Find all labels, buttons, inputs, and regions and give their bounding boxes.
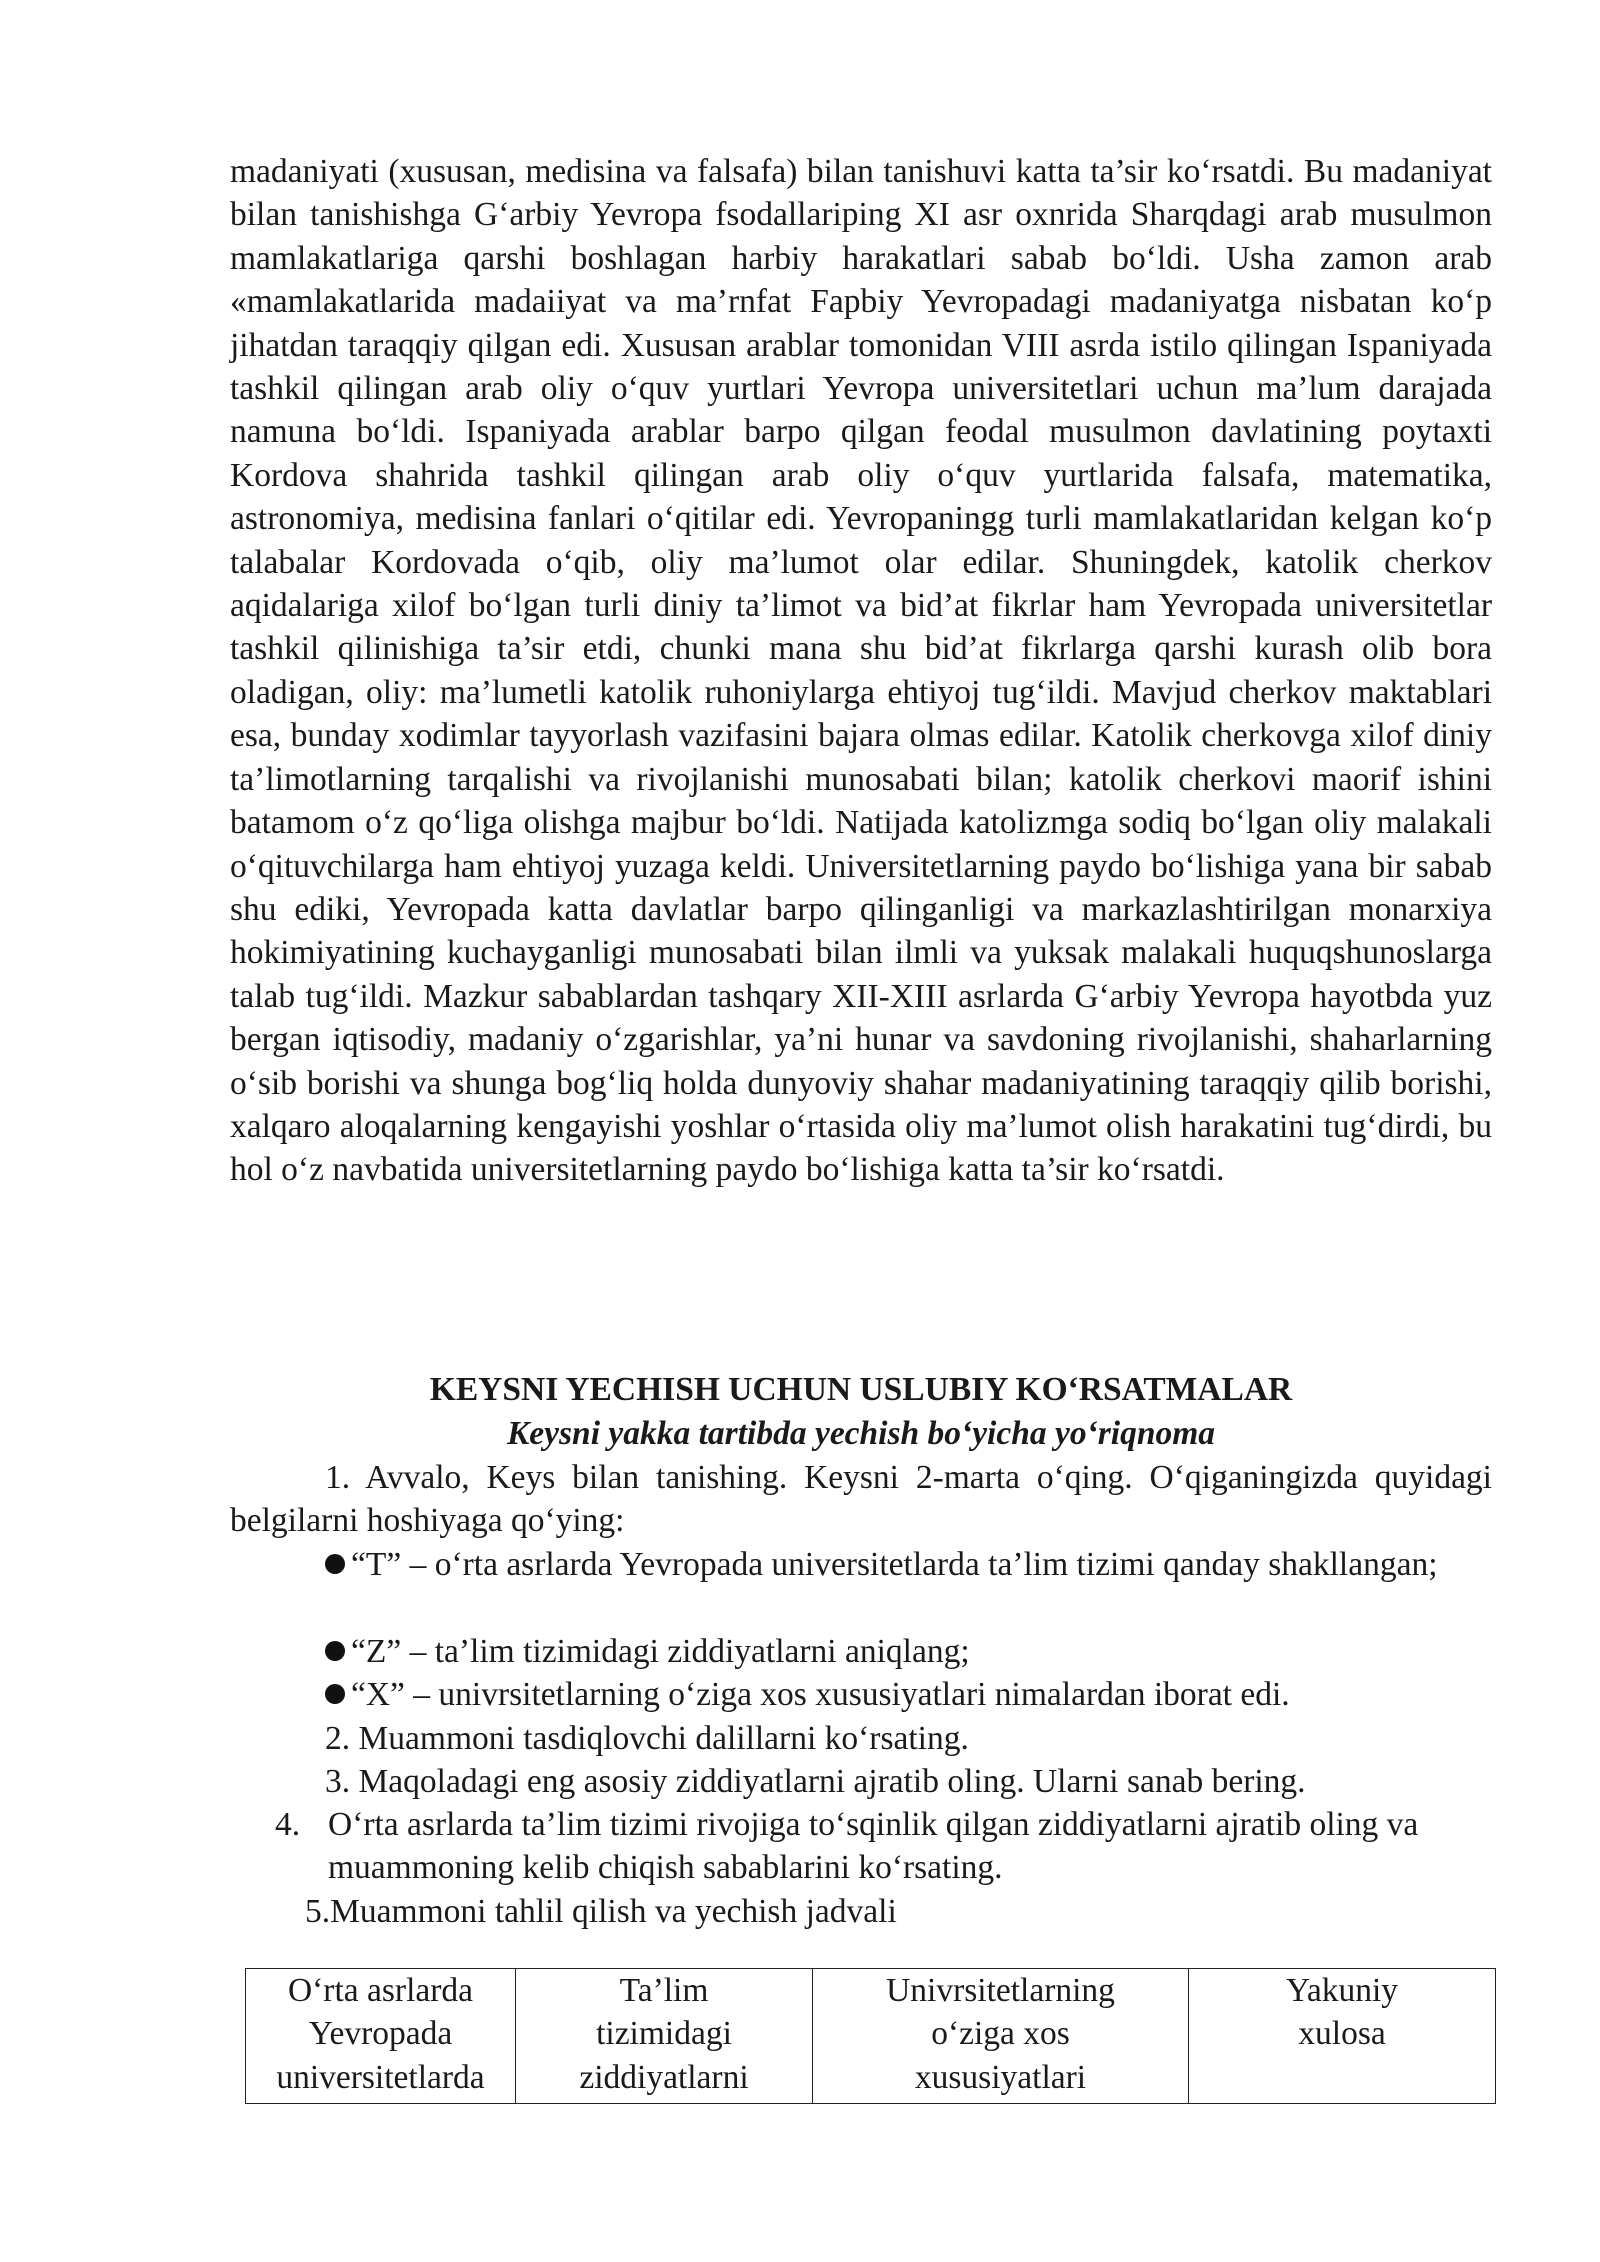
body-paragraph: madaniyati (xususan, medisina va falsafa) bilan tanishuvi katta ta’sir ko‘rsatdi. Bu madaniyat bilan tanishishga G‘arbiy Yevropa fsodallariping XI asr oxnrida Sharqdagi arab musulmon mamlakatlariga qarshi boshlagan harbiy harakatlari sabab bo‘ldi. Usha zamon arab «mamlakatlarida madaiiyat va ma’rnfat Fapbiy Yevropadagi madaniyatga nisbatan ko‘p jihatdan taraqqiy qilgan edi. Xususan arablar tomonidan VIII asrda istilo qilingan Ispaniyada tashkil qilingan arab oliy o‘quv yurtlari Yevropa universitetlari uchun ma’lum darajada namuna bo‘ldi. Ispaniyada arablar barpo qilgan feodal musulmon davlatining poytaxti Kordova shahrida tashkil qilingan arab oliy o‘quv yurtlarida falsafa, matematika, astronomiya, medisina fanlari o‘qitilar edi. Yevropaningg turli mamlakatlaridan kelgan ko‘p talabalar Kordovada o‘qib, oliy ma’lumot olar edilar. Shuningdek, katolik cherkov aqidalariga xilof bo‘lgan turli diniy ta’limot va bid’at fikrlar ham Yevropada universitetlar tashkil qilinishiga ta’sir etdi, chunki mana shu bid’at fikrlarga qarshi kurash olib bora oladigan, oliy: ma’lumetli katolik ruhoniylarga ehtiyoj tug‘ildi. Mavjud cherkov maktablari esa, bunday xodimlar tayyorlash vazifasini bajara olmas edilar. Katolik cherkovga xilof diniy ta’limotlarning tarqalishi va rivojlanishi munosabati bilan; katolik cherkovi maorif ishini batamom o‘z qo‘liga olishga majbur bo‘ldi. Natijada katolizmga sodiq bo‘lgan oliy malakali o‘qituvchilarga ham ehtiyoj yuzaga keldi. Universitetlarning paydo bo‘lishiga yana bir sabab shu ediki, Yevropada katta davlatlar barpo qilinganligi va markazlashtirilgan monarxiya hokimiyatining kuchayganligi munosabati bilan ilmli va yuksak malakali huquqshunoslarga talab tug‘ildi. Mazkur sabablardan tashqary XII-XIII asrlarda G‘arbiy Yevropa hayotbda yuz bergan iqtisodiy, madaniy o‘zgarishlar, ya’ni hunar va savdoning rivojlanishi, shaharlarning o‘sib borishi va shunga bog‘liq holda dunyoviy shahar madaniyatining taraqqiy qilib borishi, xalqaro aloqalarning kengayishi yoshlar o‘rtasida oliy ma’lumot olish harakatini tug‘dirdi, bu hol o‘z navbatida universitetlarning paydo bo‘lishiga katta ta’sir ko‘rsatdi. [230, 153, 1492, 1189]
cell-line: Ta’lim [619, 1972, 709, 2009]
table-header-cell [516, 1969, 813, 2104]
table-header-row [246, 1969, 1496, 2104]
instruction-step-5: 5.Muammoni tahlil qilish va yechish jadvali [305, 1893, 897, 1930]
bullet-dot-icon [325, 1554, 345, 1574]
cell-line: Yakuniy [1285, 1972, 1398, 2009]
section-subheading: Keysni yakka tartibda yechish bo‘yicha yo‘riqnoma [506, 1415, 1216, 1452]
step-number: 4. [275, 1806, 301, 1843]
section-heading: KEYSNI YECHISH UCHUN USLUBIY KO‘RSATMALAR [429, 1371, 1293, 1408]
table-header-cell [1189, 1969, 1496, 2104]
analysis-table [245, 1968, 1496, 2104]
bullet-item-z [325, 1630, 1525, 1673]
cell-line: tizimidagi [596, 2015, 732, 2053]
instruction-step-3: 3. Maqoladagi eng asosiy ziddiyatlarni ajratib oling. Ularni sanab bering. [325, 1763, 1306, 1800]
cell-line: Yevropada [308, 2015, 453, 2053]
table-header-cell [246, 1969, 516, 2104]
cell-line: O‘rta asrlarda [287, 1972, 474, 2009]
cell-line: xususiyatlari [914, 2058, 1087, 2096]
bullet-text: “T” – o‘rta asrlarda Yevropada universitetlarda ta’lim tizimi qanday shakllangan; [351, 1546, 1438, 1583]
instruction-step-1: 1. Avvalo, Keys bilan tanishing. Keysni 2-marta o‘qing. O‘qiganingizda quyidagi belgilarni hoshiyaga qo‘ying: [230, 1459, 1492, 1540]
bullet-dot-icon [325, 1684, 345, 1704]
bullet-text: “X” – univrsitetlarning o‘ziga xos xususiyatlari nimalardan iborat edi. [351, 1676, 1290, 1713]
cell-line: xulosa [1298, 2015, 1386, 2053]
bullet-text: “Z” – ta’lim tizimidagi ziddiyatlarni aniqlang; [351, 1633, 970, 1670]
bullet-item-t [230, 1543, 1492, 1586]
cell-line: o‘ziga xos [931, 2015, 1070, 2053]
instruction-step-4 [275, 1803, 1515, 1890]
bullet-item-x [325, 1673, 1525, 1716]
cell-line: universitetlarda [276, 2058, 485, 2096]
cell-line: ziddiyatlarni [579, 2058, 749, 2096]
table-header-cell [813, 1969, 1189, 2104]
bullet-dot-icon [325, 1641, 345, 1661]
step-text: O‘rta asrlarda ta’lim tizimi rivojiga to‘sqinlik qilgan ziddiyatlarni ajratib oling va muammoning kelib chiqish sabablarini ko‘rsating. [328, 1806, 1419, 1887]
cell-line: Univrsitetlarning [886, 1972, 1115, 2009]
instruction-step-2: 2. Muammoni tasdiqlovchi dalillarni ko‘rsating. [325, 1720, 969, 1757]
